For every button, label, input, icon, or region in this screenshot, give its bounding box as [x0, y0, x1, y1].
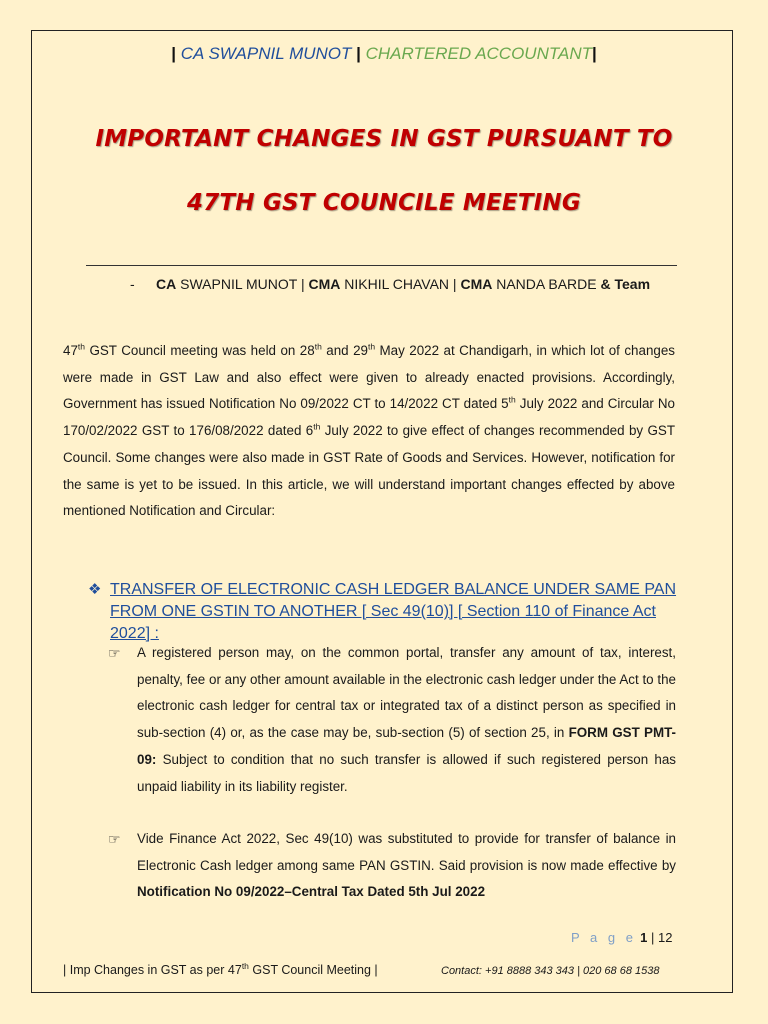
list-item-text: A registered person may, on the common portal, transfer any amount of tax, interest, penalty, fee or any other amount available in the electronic cash ledger under the Act to the electronic cash ledger for central tax or integrated tax of a distinct person as specified in sub-section (4) or, as the case may be, sub-section (5) of section 25, in FORM GST PMT-09: Subject to condition that no such transfer is allowed if such registered person has unpaid liability in its liability register.: [137, 645, 676, 794]
author-3-prefix: CMA: [460, 276, 493, 292]
title-line-1: IMPORTANT CHANGES IN GST PURSUANT TO: [95, 126, 673, 152]
pointing-hand-icon: ☞: [108, 645, 121, 661]
section-heading-text: TRANSFER OF ELECTRONIC CASH LEDGER BALANCE UNDER SAME PAN FROM ONE GSTIN TO ANOTHER [ Sec 49(10)] [ Section 110 of Finance Act 2022] :: [110, 581, 677, 642]
author-1-prefix: CA: [156, 276, 177, 292]
authors-dash: -: [130, 276, 135, 292]
section-heading: [88, 579, 678, 645]
header-role: CHARTERED ACCOUNTANT: [365, 44, 592, 63]
title-divider: [86, 265, 677, 266]
header-pipe-mid: |: [356, 44, 361, 63]
list-item-text: Vide Finance Act 2022, Sec 49(10) was substituted to provide for transfer of balance in Electronic Cash ledger among same PAN GSTIN. Said provision is now made effective by Notification No 09/2022–Central Tax Dated 5th Jul 2022: [137, 831, 676, 900]
list-item: [108, 640, 676, 800]
list-item: [108, 826, 676, 906]
diamond-bullet-icon: ❖: [88, 581, 102, 598]
document-header: [0, 44, 768, 64]
page-current: 1: [640, 930, 648, 945]
header-pipe-left: |: [171, 44, 176, 63]
author-3: NANDA BARDE: [492, 276, 601, 292]
page-total: 12: [657, 930, 673, 945]
author-2: NIKHIL CHAVAN |: [340, 276, 461, 292]
page-label: P a g e: [571, 930, 637, 945]
author-2-prefix: CMA: [308, 276, 341, 292]
intro-paragraph: 47th GST Council meeting was held on 28th and 29th May 2022 at Chandigarh, in which lot of changes were made in GST Law and also effect were given to already enacted provisions. Accordingly, Government has issued Notification No 09/2022 CT to 14/2022 CT dated 5th July 2022 and Circular No 170/02/2022 GST to 176/08/2022 dated 6th July 2022 to give effect of changes recommended by GST Council. Some changes were also made in GST Rate of Goods and Services. However, notification for the same is yet to be issued. In this article, we will understand important changes effected by above mentioned Notification and Circular:: [63, 341, 675, 519]
author-1: SWAPNIL MUNOT |: [176, 276, 309, 292]
author-team: & Team: [600, 276, 651, 292]
footer-contact: Contact: +91 8888 343 343 | 020 68 68 1538: [441, 965, 660, 977]
page-number: [571, 930, 672, 945]
header-name: CA SWAPNIL MUNOT: [180, 44, 352, 63]
pointing-hand-icon: ☞: [108, 831, 121, 847]
footer-title: | Imp Changes in GST as per 47th GST Council Meeting |: [63, 960, 378, 977]
title-line-2: 47TH GST COUNCILE MEETING: [187, 190, 581, 216]
page-separator: |: [650, 930, 655, 945]
authors-line: [130, 276, 676, 292]
header-pipe-right: |: [592, 44, 597, 63]
